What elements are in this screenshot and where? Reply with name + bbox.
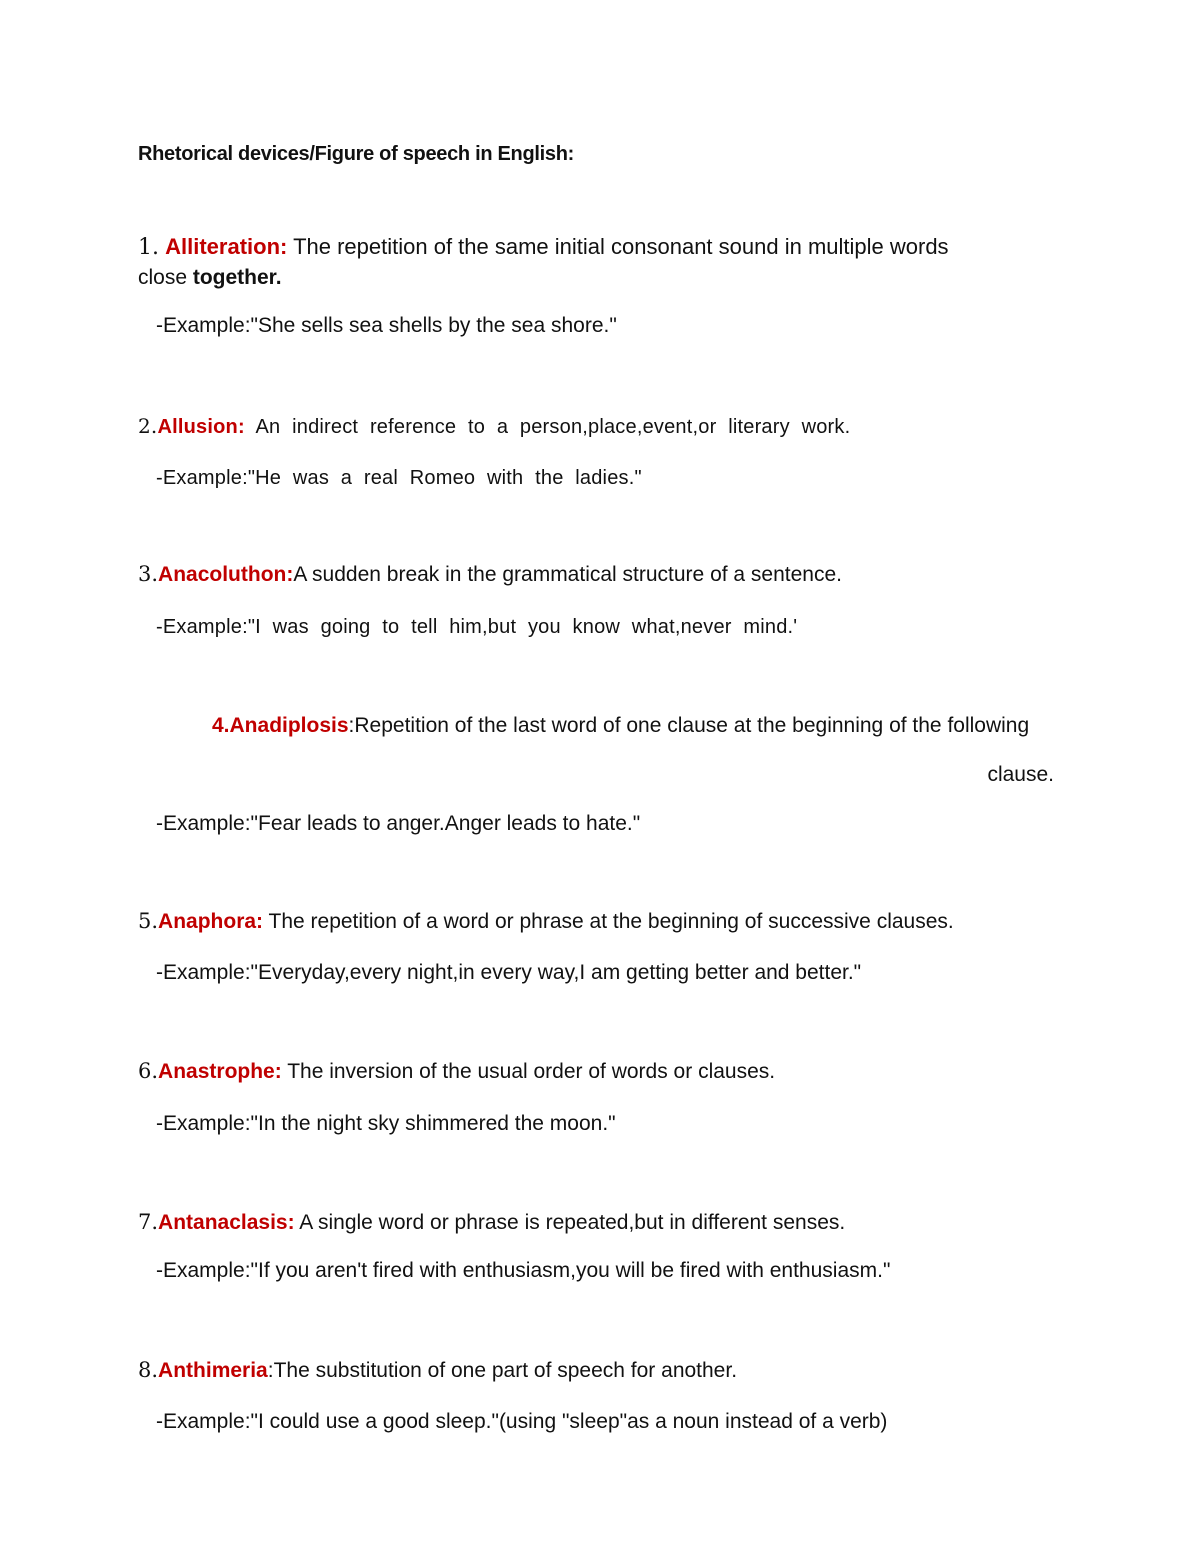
item-1-example: -Example:"She sells sea shells by the sea shore." [156,314,617,337]
item-3-heading [138,561,842,588]
item-4-definition-line2: clause. [987,763,1054,786]
item-7-example: -Example:"If you aren't fired with enthusiasm,you will be fired with enthusiasm." [156,1259,891,1282]
item-definition: The repetition of the same initial consonant sound in multiple words [287,234,949,259]
item-term: Anthimeria [158,1359,268,1382]
item-2-heading [138,413,850,440]
item-term: Antanaclasis: [158,1211,295,1234]
item-term: Anacoluthon: [158,563,294,586]
item-number: 4. [212,714,230,737]
item-7-heading [138,1209,845,1236]
item-definition: The inversion of the usual order of words or clauses. [281,1060,776,1083]
item-number: 6. [138,1059,159,1083]
item-definition: An indirect reference to a person,place,event,or literary work. [244,416,851,438]
item-definition: A single word or phrase is repeated,but in different senses. [294,1211,846,1234]
item-definition-continued: close [138,266,193,289]
item-4-example: -Example:"Fear leads to anger.Anger leads to hate." [156,812,641,835]
item-definition: A sudden break in the grammatical structure of a sentence. [293,563,842,586]
item-8-heading [138,1357,737,1384]
item-6-heading [138,1058,775,1085]
item-5-heading [138,908,954,935]
item-number: 7. [138,1210,159,1234]
page-title: Rhetorical devices/Figure of speech in English: [138,143,575,165]
item-definition-bold: together. [192,266,282,289]
item-5-example: -Example:"Everyday,every night,in every way,I am getting better and better." [156,961,862,984]
item-4-heading [212,713,1029,739]
item-definition: The repetition of a word or phrase at the beginning of successive clauses. [263,910,954,933]
item-number: 1. [138,235,159,260]
item-2-example: -Example:"He was a real Romeo with the ladies." [156,467,642,489]
item-term: Anadiplosis [229,714,349,737]
item-6-example: -Example:"In the night sky shimmered the moon." [156,1112,616,1135]
item-number: 3. [138,562,159,586]
item-definition: :The substitution of one part of speech for another. [267,1359,738,1382]
item-1-heading [138,234,949,261]
item-term: Anaphora: [158,910,264,933]
item-number: 5. [138,909,159,933]
item-number: 8. [138,1358,159,1382]
item-term: Allusion: [157,416,245,438]
item-1-definition-line2 [138,265,282,291]
item-term: Alliteration: [165,234,288,259]
item-number: 2. [138,414,158,438]
item-8-example: -Example:"I could use a good sleep."(using "sleep"as a noun instead of a verb) [156,1410,888,1433]
item-definition: :Repetition of the last word of one clause at the beginning of the following [348,714,1030,737]
item-3-example: -Example:"I was going to tell him,but you know what,never mind.' [156,616,798,638]
item-term: Anastrophe: [158,1060,282,1083]
